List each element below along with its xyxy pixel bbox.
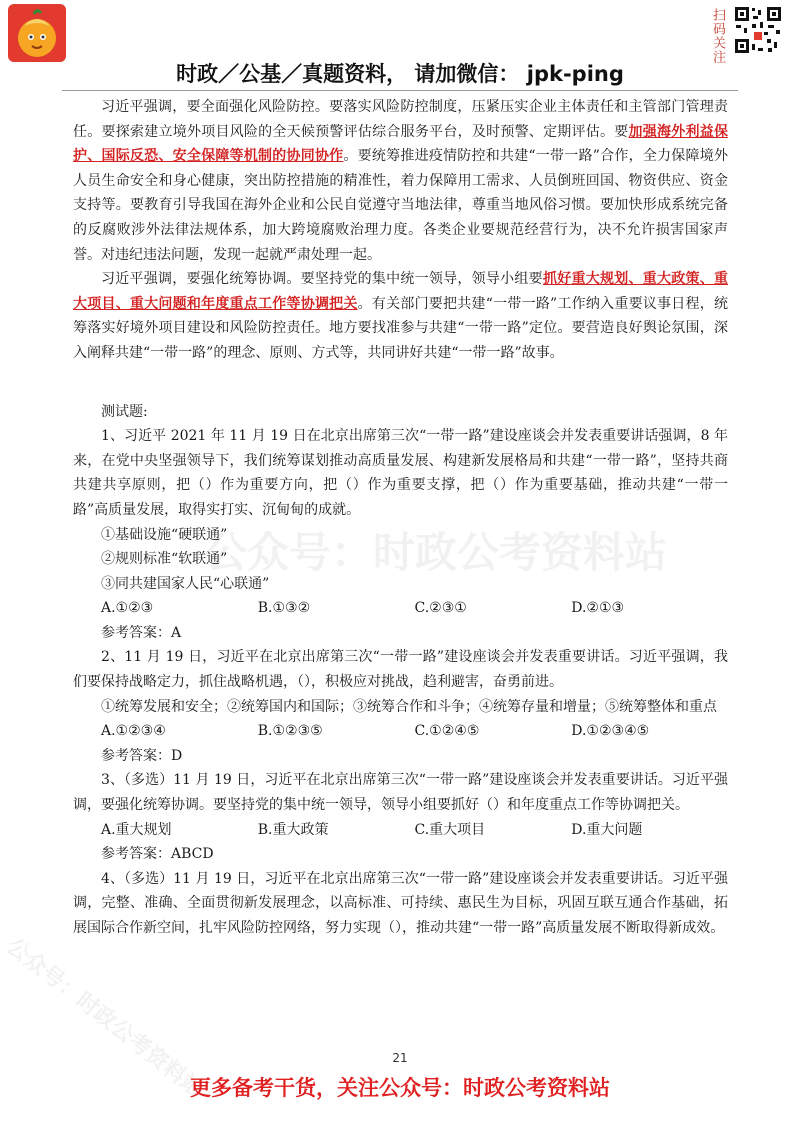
header-title: 时政／公基／真题资料， 请加微信： jpk-ping xyxy=(176,62,624,86)
paragraph-coordination: 习近平强调，要强化统筹协调。要坚持党的集中统一领导，领导小组要抓好重大规划、重大政策、重大项目、重大问题和年度重点工作等协调把关。有关部门要把共建“一带一路”工作纳入重要议事日程，统筹落实好境外项目建设和风险防控责任。地方要找准参与共建“一带一路”定位。要营造良好舆论氛围，深入阐释共建“一带一路”的理念、原则、方式等，共同讲好共建“一带一路”故事。 xyxy=(73,271,729,361)
watermark-main: 公众号：时政公考资料站 xyxy=(205,528,668,577)
option-b: B.重大政策 xyxy=(257,821,329,838)
option-c: C.重大项目 xyxy=(414,821,486,838)
question-1-item: ①基础设施“硬联通” xyxy=(101,526,228,543)
paragraph-risk-control: 习近平强调，要全面强化风险防控。要落实风险防控制度，压紧压实企业主体责任和主管部门管理责任。要探索建立境外项目风险的全天候预警评估综合服务平台，及时预警、定期评估。要加强海外利益保护、国际反恐、安全保障等机制的协同协作。要统筹推进疫情防控和共建“一带一路”合作，全力保障境外人员生命安全和身心健康，突出防控措施的精准性，着力保障用工需求、人员倒班回国、物资供应、资金支持等。要教育引导我国在海外企业和公民自觉遵守当地法律，尊重当地风俗习惯。要加快形成系统完备的反腐败涉外法律法规体系，加大跨境腐败治理力度。各类企业要规范经营行为，决不允许损害国家声誉。对违纪违法问题，发现一起就严肃处理一起。 xyxy=(73,99,728,263)
option-b: B.①③② xyxy=(257,600,311,617)
question-3-stem: 3、（多选）11 月 19 日，习近平在北京出席第三次“一带一路”建设座谈会并发表重要讲话。习近平强调，要强化统筹协调。要坚持党的集中统一领导，领导小组要抓好（）和年度重点工作等协调把关。 xyxy=(73,772,728,814)
question-3-answer: 参考答案：ABCD xyxy=(101,846,214,863)
page-number: 21 xyxy=(392,1051,408,1065)
question-2-options xyxy=(73,719,728,744)
test-section-label: 测试题: xyxy=(101,403,148,420)
page-content xyxy=(73,95,728,941)
option-d: D.重大问题 xyxy=(571,821,643,838)
question-1-answer: 参考答案：A xyxy=(101,624,182,641)
question-2-items: ①统筹发展和安全；②统筹国内和国际；③统筹合作和斗争；④统筹存量和增量；⑤统筹整体和重点 xyxy=(101,698,717,715)
footer-promo: 更多备考干货，关注公众号：时政公考资料站 xyxy=(190,1076,610,1100)
option-c: C.②③① xyxy=(414,600,467,617)
question-3-options xyxy=(73,818,728,843)
highlight-text: 抓好重大规划、重大政策、重大项目、重大问题和年度重点工作等协调把关 xyxy=(73,271,729,312)
option-c: C.①②④⑤ xyxy=(414,723,480,740)
option-d: D.②①③ xyxy=(571,600,625,617)
question-1-options xyxy=(73,596,728,621)
qr-scan-label: 扫码关注 xyxy=(710,8,725,64)
watermark-corner: 公众号：时政公考资料站 xyxy=(1,933,208,1103)
question-1-stem: 1、习近平 2021 年 11 月 19 日在北京出席第三次“一带一路”建设座谈会并发表重要讲话强调，8 年来，在党中央坚强领导下，我们统筹谋划推动高质量发展、构建新发展格局和共建“一带一路”，坚持共商共建共享原则，把（）作为重要方向，把（）作为重要支撑，把（）作为重要基础，推动共建“一带一路”高质量发展，取得实打实、沉甸甸的成就。 xyxy=(73,428,728,518)
option-d: D.①②③④⑤ xyxy=(571,723,650,740)
header-divider xyxy=(62,90,738,91)
question-1-item: ③同共建国家人民“心联通” xyxy=(101,575,270,592)
option-a: A.①②③ xyxy=(101,600,154,617)
logo xyxy=(8,4,66,62)
question-2-answer: 参考答案：D xyxy=(101,747,183,764)
option-a: A.重大规划 xyxy=(101,821,172,838)
question-4-stem: 4、（多选）11 月 19 日，习近平在北京出席第三次“一带一路”建设座谈会并发表重要讲话。习近平强调，完整、准确、全面贯彻新发展理念，以高标准、可持续、惠民生为目标，巩固互联互通合作基础，拓展国际合作新空间，扎牢风险防控网络，努力实现（），推动共建“一带一路”高质量发展不断取得新成效。 xyxy=(73,870,728,936)
question-1-item: ②规则标准“软联通” xyxy=(101,551,228,568)
option-b: B.①②③⑤ xyxy=(257,723,323,740)
option-a: A.①②③④ xyxy=(101,723,166,740)
qr-code-icon[interactable] xyxy=(734,6,782,54)
highlight-text: 加强海外利益保护、国际反恐、安全保障等机制的协同协作 xyxy=(73,123,728,165)
question-2-stem: 2、11 月 19 日，习近平在北京出席第三次“一带一路”建设座谈会并发表重要讲话。习近平强调，我们要保持战略定力，抓住战略机遇，（），积极应对挑战，趋利避害，奋勇前进。 xyxy=(73,649,728,691)
